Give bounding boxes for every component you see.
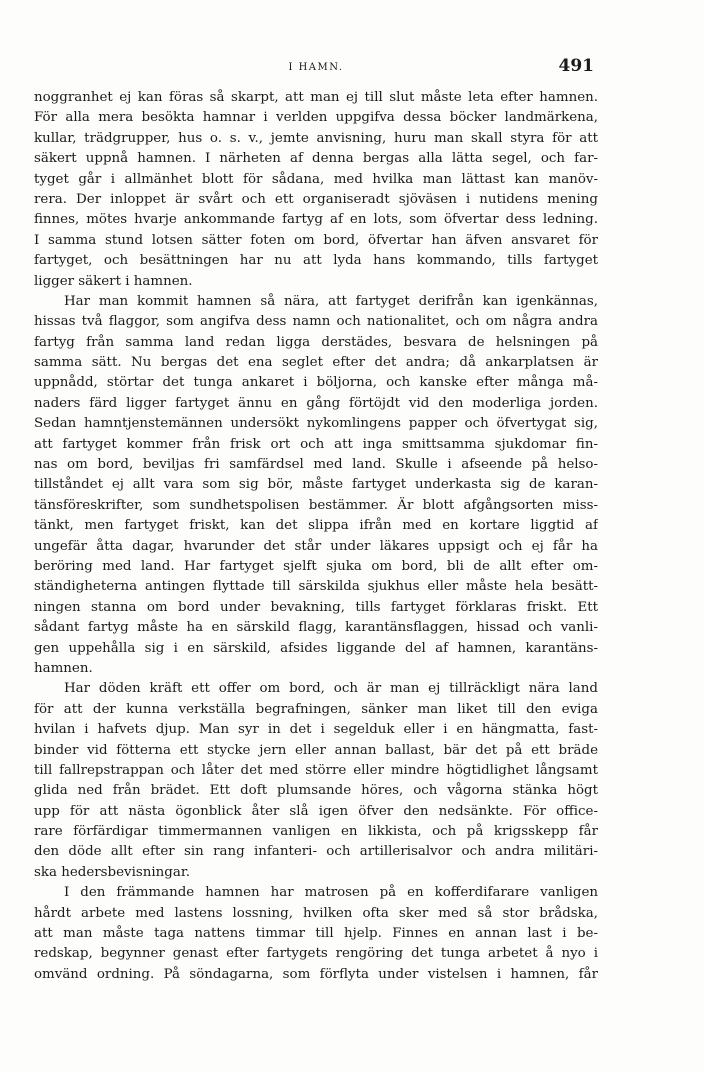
text-line: uppnådd, störtar det tunga ankaret i böljorna, och kanske efter många må- xyxy=(34,375,598,391)
text-line: till fallrepstrappan och låter det med större eller mindre högtidlighet långsamt xyxy=(34,762,598,778)
text-line: Har döden kräft ett offer om bord, och är man ej tillräckligt nära land xyxy=(64,681,598,697)
text-line: den döde allt efter sin rang infanteri- och artillerisalvor och andra militäri- xyxy=(34,844,598,860)
text-line: säkert uppnå hamnen. I närheten af denna bergas alla lätta segel, och far- xyxy=(34,151,598,167)
text-line: I den främmande hamnen har matrosen på en kofferdifarare vanligen xyxy=(64,885,598,901)
text-line: I samma stund lotsen sätter foten om bord, öfvertar han äfven ansvaret för xyxy=(34,232,598,248)
text-line: naders färd ligger fartyget ännu en gång förtöjdt vid den moderliga jorden. xyxy=(34,395,598,411)
text-line: Har man kommit hamnen så nära, att fartyget derifrån kan igenkännas, xyxy=(64,293,598,309)
text-line: för att der kunna verkställa begrafningen, sänker man liket till den eviga xyxy=(34,701,598,717)
text-line: nas om bord, beviljas fri samfärdsel med land. Skulle i afseende på helso- xyxy=(34,457,598,473)
text-line: upp för att nästa ögonblick åter slå igen öfver den nedsänkte. För office- xyxy=(34,803,598,819)
text-line: tänkt, men fartyget friskt, kan det slippa ifrån med en kortare liggtid af xyxy=(34,518,598,534)
text-line: att fartyget kommer från frisk ort och att inga smittsamma sjukdomar fin- xyxy=(34,436,598,452)
page-header xyxy=(38,56,594,80)
text-line: sådant fartyg måste ha en särskild flagg, karantänsflaggen, hissad och vanli- xyxy=(34,620,598,636)
paragraph xyxy=(34,88,598,292)
text-line: ligger säkert i hamnen. xyxy=(34,273,193,289)
text-line: ständigheterna antingen flyttade till särskilda sjukhus eller måste hela besätt- xyxy=(34,579,598,595)
running-title: I HAMN. xyxy=(288,62,344,73)
text-line: samma sätt. Nu bergas det ena seglet efter det andra; då ankarplatsen är xyxy=(34,355,598,371)
text-line: fartyget, och besättningen har nu att lyda hans kommando, tills fartyget xyxy=(34,253,598,269)
text-line: hissas två flaggor, som angifva dess namn och nationalitet, och om några andra xyxy=(34,314,598,330)
text-line: kullar, trädgrupper, hus o. s. v., jemte anvisning, huru man skall styra för att xyxy=(34,130,598,146)
text-line: rare förfärdigar timmermannen vanligen en likkista, och på krigsskepp får xyxy=(34,824,598,840)
text-line: tyget går i allmänhet blott för sådana, med hvilka man lättast kan manöv- xyxy=(34,171,598,187)
text-line: tillståndet ej allt vara som sig bör, måste fartyget underkasta sig de karan- xyxy=(34,477,598,493)
text-line: tänsföreskrifter, som sundhetspolisen bestämmer. Är blott afgångsorten miss- xyxy=(34,497,598,513)
text-line: binder vid fötterna ett stycke jern eller annan ballast, bär det på ett bräde xyxy=(34,742,598,758)
text-line: att man måste taga nattens timmar till hjelp. Finnes en annan last i be- xyxy=(34,926,598,942)
text-line: glida ned från brädet. Ett doft plumsande höres, och vågorna stänka högt xyxy=(34,783,598,799)
text-line: hvilan i hafvets djup. Man syr in det i segelduk eller i en hängmatta, fast- xyxy=(34,722,598,738)
text-line: ska hedersbevisningar. xyxy=(34,864,191,880)
body-text xyxy=(34,88,598,985)
page-number: 491 xyxy=(558,56,594,76)
text-line: fartyg från samma land redan ligga derstädes, besvara de helsningen på xyxy=(34,334,598,350)
text-line: omvänd ordning. På söndagarna, som förflyta under vistelsen i hamnen, får xyxy=(34,966,598,982)
text-line: För alla mera besökta hamnar i verlden uppgifva dessa böcker landmärkena, xyxy=(34,110,598,126)
text-line: Sedan hamntjenstemännen undersökt nykomlingens papper och öfvertygat sig, xyxy=(34,416,598,432)
text-line: noggranhet ej kan föras så skarpt, att man ej till slut måste leta efter hamnen. xyxy=(34,90,598,105)
text-line: finnes, mötes hvarje ankommande fartyg af en lots, som öfvertar dess ledning. xyxy=(34,212,598,228)
text-line: gen uppehålla sig i en särskild, afsides liggande del af hamnen, karantäns- xyxy=(34,640,598,656)
text-line: redskap, begynner genast efter fartygets rengöring det tunga arbetet å nyo i xyxy=(34,946,598,962)
text-line: rera. Der inloppet är svårt och ett organiseradt sjöväsen i nutidens mening xyxy=(34,191,598,207)
text-line: ungefär åtta dagar, hvarunder det står under läkares uppsigt och ej får ha xyxy=(34,538,598,554)
paragraph xyxy=(34,883,598,985)
paragraph xyxy=(34,679,598,883)
text-line: ningen stanna om bord under bevakning, tills fartyget förklaras friskt. Ett xyxy=(34,599,598,615)
paragraph xyxy=(34,292,598,679)
text-line: hårdt arbete med lastens lossning, hvilken ofta sker med så stor brådska, xyxy=(34,905,598,921)
text-line: hamnen. xyxy=(34,660,93,676)
text-line: beröring med land. Har fartyget sjelft sjuka om bord, bli de allt efter om- xyxy=(34,558,598,574)
